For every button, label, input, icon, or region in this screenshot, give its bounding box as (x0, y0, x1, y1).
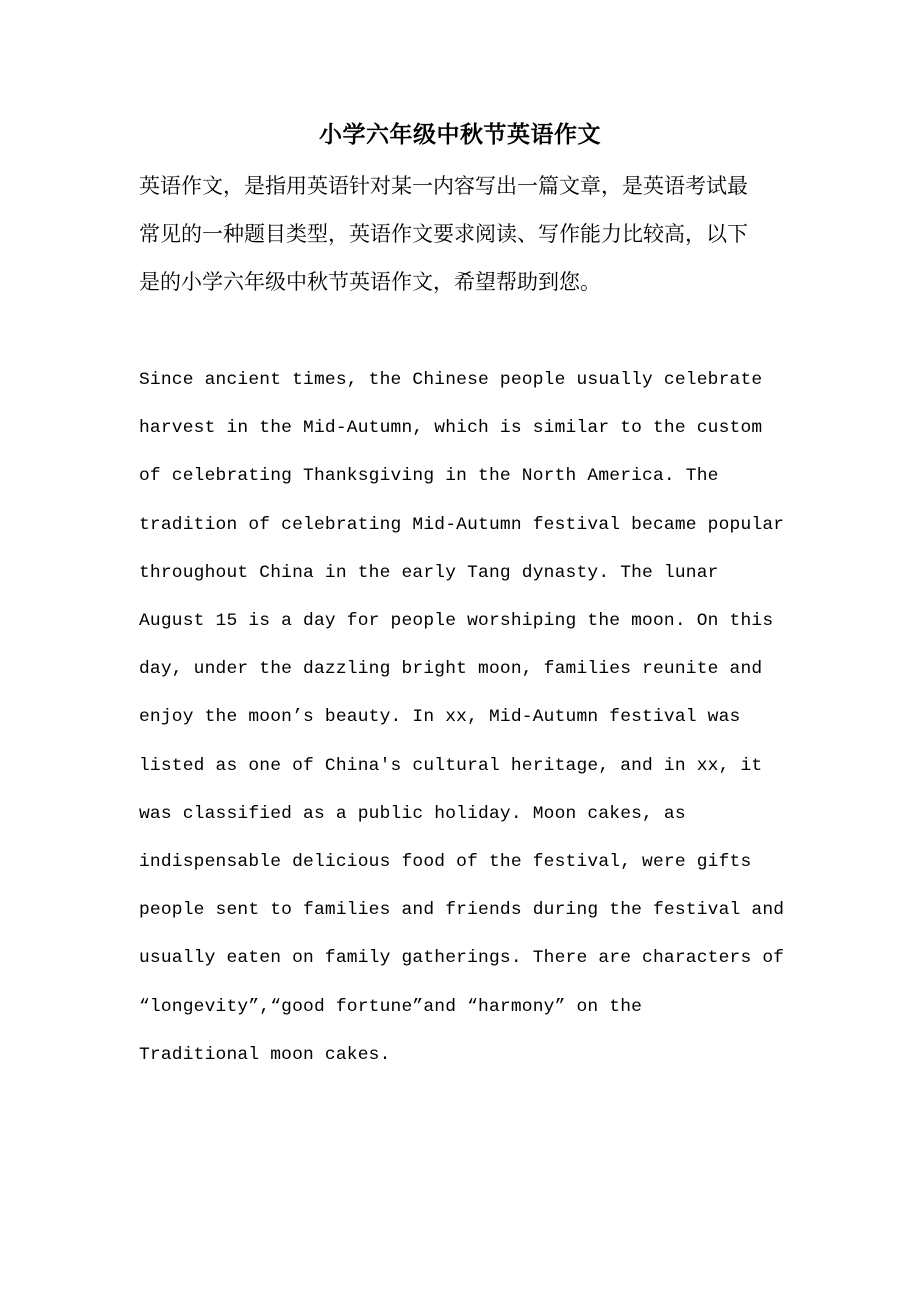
essay-line: listed as one of China's cultural heritage, and in xx, it (139, 755, 763, 776)
essay-line: Traditional moon cakes. (139, 1044, 391, 1065)
essay-line: harvest in the Mid-Autumn, which is similar to the custom (139, 418, 763, 439)
essay-line: enjoy the moon’s beauty. In xx, Mid-Autumn festival was (139, 707, 741, 728)
essay-line: usually eaten on family gatherings. There are characters of (139, 948, 785, 969)
essay-line: “longevity”,“good fortune”and “harmony” on the (139, 996, 643, 1017)
intro-line: 英语作文，是指用英语针对某一内容写出一篇文章，是英语考试最 (139, 174, 748, 198)
essay-line: Since ancient times, the Chinese people usually celebrate (139, 370, 763, 390)
essay-line: people sent to families and friends during the festival and (139, 900, 785, 921)
essay-line: day, under the dazzling bright moon, families reunite and (139, 659, 763, 680)
essay-line: throughout China in the early Tang dynasty. The lunar (139, 562, 719, 583)
intro-line: 是的小学六年级中秋节英语作文，希望帮助到您。 (139, 270, 601, 294)
essay-line: indispensable delicious food of the festival, were gifts (139, 852, 752, 873)
essay-line: tradition of celebrating Mid-Autumn festival became popular (139, 514, 785, 535)
essay-line: was classified as a public holiday. Moon cakes, as (139, 803, 686, 824)
essay-paragraph (139, 356, 799, 1079)
intro-paragraph (139, 162, 789, 306)
essay-line: August 15 is a day for people worshiping the moon. On this (139, 611, 774, 632)
document-title: 小学六年级中秋节英语作文 (319, 121, 601, 148)
essay-line: of celebrating Thanksgiving in the North America. The (139, 466, 719, 487)
intro-line: 常见的一种题目类型，英语作文要求阅读、写作能力比较高，以下 (139, 222, 748, 246)
